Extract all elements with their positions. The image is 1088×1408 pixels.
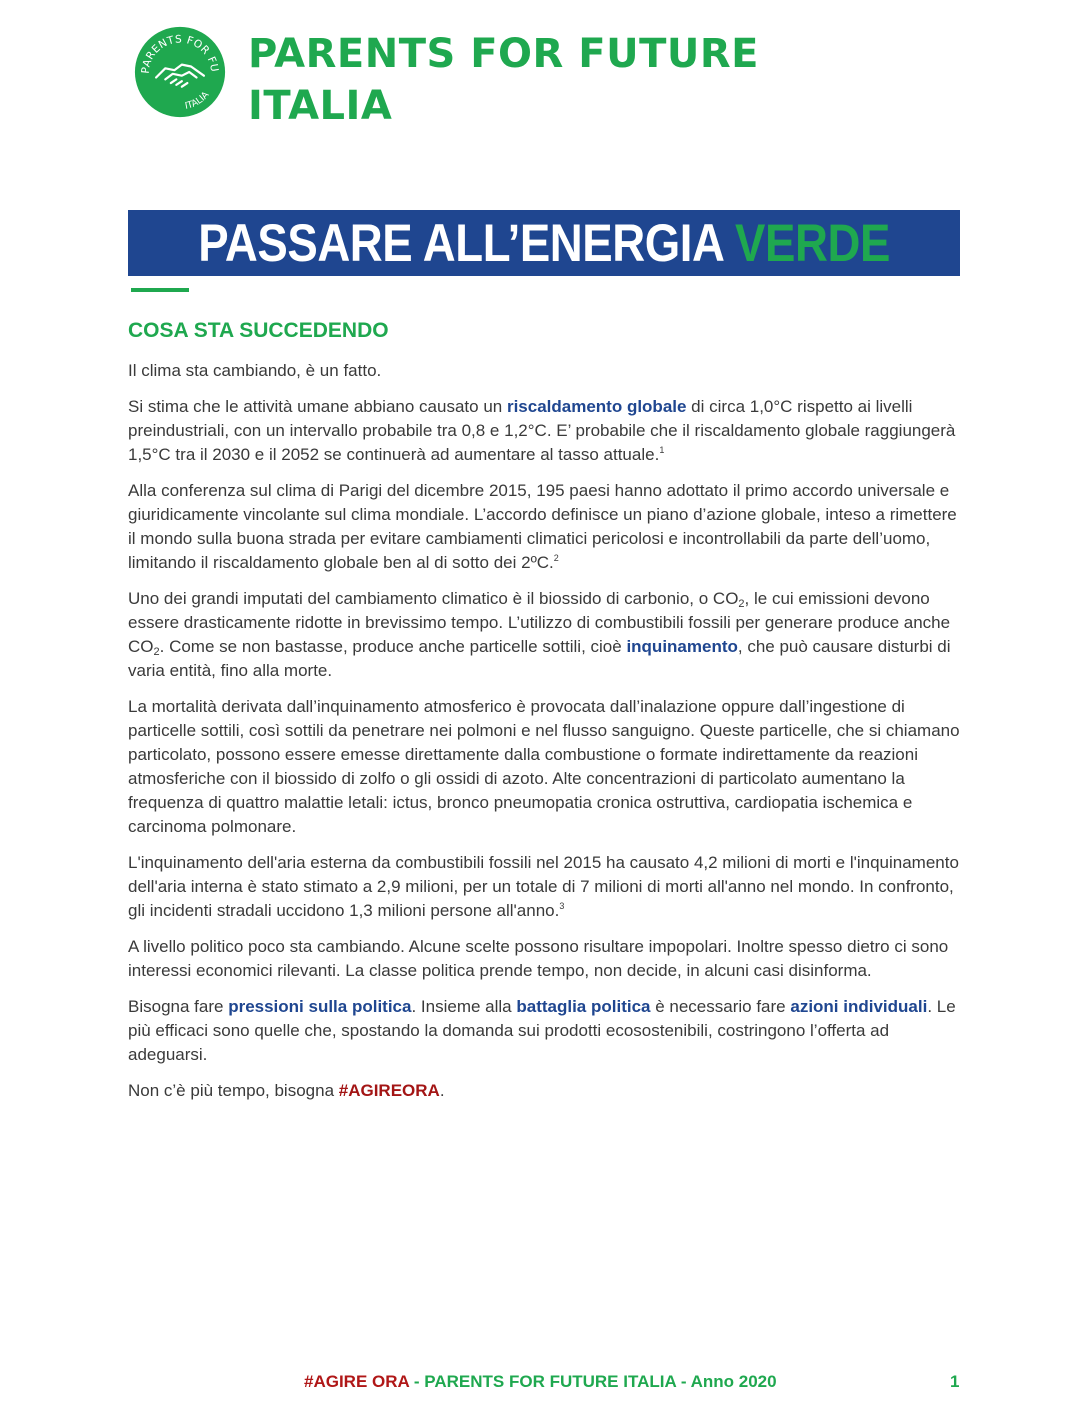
- paragraph-9-text-b: .: [439, 1081, 445, 1100]
- paragraph-7: A livello politico poco sta cambiando. Alcune scelte possono risultare impopolari. Inoltre spesso dietro ci sono interessi economici rilevanti. La classe politica prende tempo, non decide, in alcuni casi disinforma.: [128, 937, 949, 980]
- title-banner: [128, 210, 960, 276]
- logo-top-text: PARENTS FOR FU: [139, 33, 221, 75]
- logo-bottom-text: ITALIA: [184, 89, 212, 112]
- paragraph-9-text-a: Non c’è più tempo, bisogna: [128, 1081, 339, 1100]
- paragraph-8-text-b: . Insieme alla: [411, 997, 517, 1016]
- footer: [304, 1372, 777, 1392]
- keyword-pressioni-politica: pressioni sulla politica: [228, 997, 412, 1016]
- footer-hashtag: #AGIRE ORA: [304, 1372, 410, 1391]
- keyword-inquinamento: inquinamento: [626, 637, 738, 656]
- paragraph-6-text: L'inquinamento dell'aria esterna da combustibili fossili nel 2015 ha causato 4,2 milioni di morti e l'inquinamento dell'aria interna è stato stimato a 2,9 milioni, per un totale di 7 milioni di morti all'anno nel mondo. In confronto, gli incidenti stradali uccidono 1,3 milioni persone all'anno.: [128, 853, 959, 920]
- main-content: [128, 316, 960, 1115]
- keyword-battaglia-politica: battaglia politica: [516, 997, 651, 1016]
- section-heading: COSA STA SUCCEDENDO: [128, 319, 389, 342]
- paragraph-8: [128, 995, 960, 1067]
- co2-subscript-2: 2: [153, 646, 160, 658]
- paragraph-4-text-a: Uno dei grandi imputati del cambiamento climatico è il biossido di carbonio, o CO: [128, 589, 739, 608]
- hashtag-agireora: #AGIREORA: [338, 1081, 440, 1100]
- paragraph-4-text-d: , che può causare disturbi di varia entità, fino alla morte.: [128, 637, 951, 680]
- paragraph-3-text: Alla conferenza sul clima di Parigi del dicembre 2015, 195 paesi hanno adottato il primo accordo universale e giuridicamente vincolante sul clima mondiale. L’accordo definisce un piano d’azione globale, inteso a rimettere il mondo sulla buona strada per evitare cambiamenti climatici pericolosi e incontrollabili da parte dell’uomo, limitando il riscaldamento globale ben al di sotto dei 2ºC.: [128, 481, 957, 572]
- footnote-ref-1: 1: [659, 445, 665, 455]
- org-title: [248, 28, 948, 132]
- footnote-ref-2: 2: [553, 553, 559, 563]
- paragraph-4-text-c: . Come se non bastasse, produce anche particelle sottili, cioè: [159, 637, 627, 656]
- paragraph-2-text-b: di circa 1,0°C rispetto ai livelli preindustriali, con un intervallo probabile tra 0,8 e 1,2°C. E’ probabile che il riscaldamento globale raggiungerà 1,5°C tra il 2030 e il 2052 se continuerà ad aumentare al tasso attuale.: [128, 397, 956, 464]
- paragraph-4-text-b: , le cui emissioni devono essere drasticamente ridotte in brevissimo tempo. L’utilizzo di combustibili fossili per generare produce anche CO: [128, 589, 951, 656]
- paragraph-4: [128, 587, 960, 683]
- accent-divider: [131, 288, 189, 292]
- org-title-line1: PARENTS FOR FUTURE: [248, 31, 759, 77]
- logo: [134, 26, 226, 118]
- footnote-ref-3: 3: [559, 901, 565, 911]
- page-title: [198, 213, 890, 274]
- page-title-highlight: VERDE: [734, 213, 890, 273]
- paragraph-3: [128, 479, 960, 575]
- paragraph-5: La mortalità derivata dall’inquinamento atmosferico è provocata dall’inalazione oppure dall’ingestione di particelle sottili, così sottili da penetrare nei polmoni e nel flusso sanguigno. Queste particelle, che si chiamano particolato, possono essere emesse direttamente dalla combustione o formate indirettamente da reazioni atmosferiche con il biossido di zolfo o gli ossidi di azoto. Alte concentrazioni di particolato aumentano la frequenza di quattro malattie letali: ictus, bronco pneumopatia cronica ostruttiva, cardiopatia ischemica e carcinoma polmonare.: [128, 697, 960, 836]
- paragraph-2-text-a: Si stima che le attività umane abbiano causato un: [128, 397, 507, 416]
- keyword-riscaldamento-globale: riscaldamento globale: [506, 397, 687, 416]
- page-number: 1: [950, 1372, 960, 1391]
- paragraph-8-text-c: è necessario fare: [650, 997, 791, 1016]
- paragraph-6: [128, 851, 960, 923]
- page-title-main: PASSARE ALL’ENERGIA: [198, 213, 735, 273]
- paragraph-2: [128, 395, 960, 467]
- paragraph-8-text-d: . Le più efficaci sono quelle che, spostando la domanda sui prodotti ecosostenibili, costringono l’offerta ad adeguarsi.: [128, 997, 956, 1064]
- keyword-azioni-individuali: azioni individuali: [790, 997, 928, 1016]
- paragraph-9: [128, 1079, 960, 1103]
- paragraph-1: Il clima sta cambiando, è un fatto.: [128, 361, 382, 380]
- co2-subscript-1: 2: [738, 598, 745, 610]
- footer-text: - PARENTS FOR FUTURE ITALIA - Anno 2020: [409, 1372, 777, 1391]
- org-title-line2: ITALIA: [248, 83, 393, 129]
- paragraph-8-text-a: Bisogna fare: [128, 997, 229, 1016]
